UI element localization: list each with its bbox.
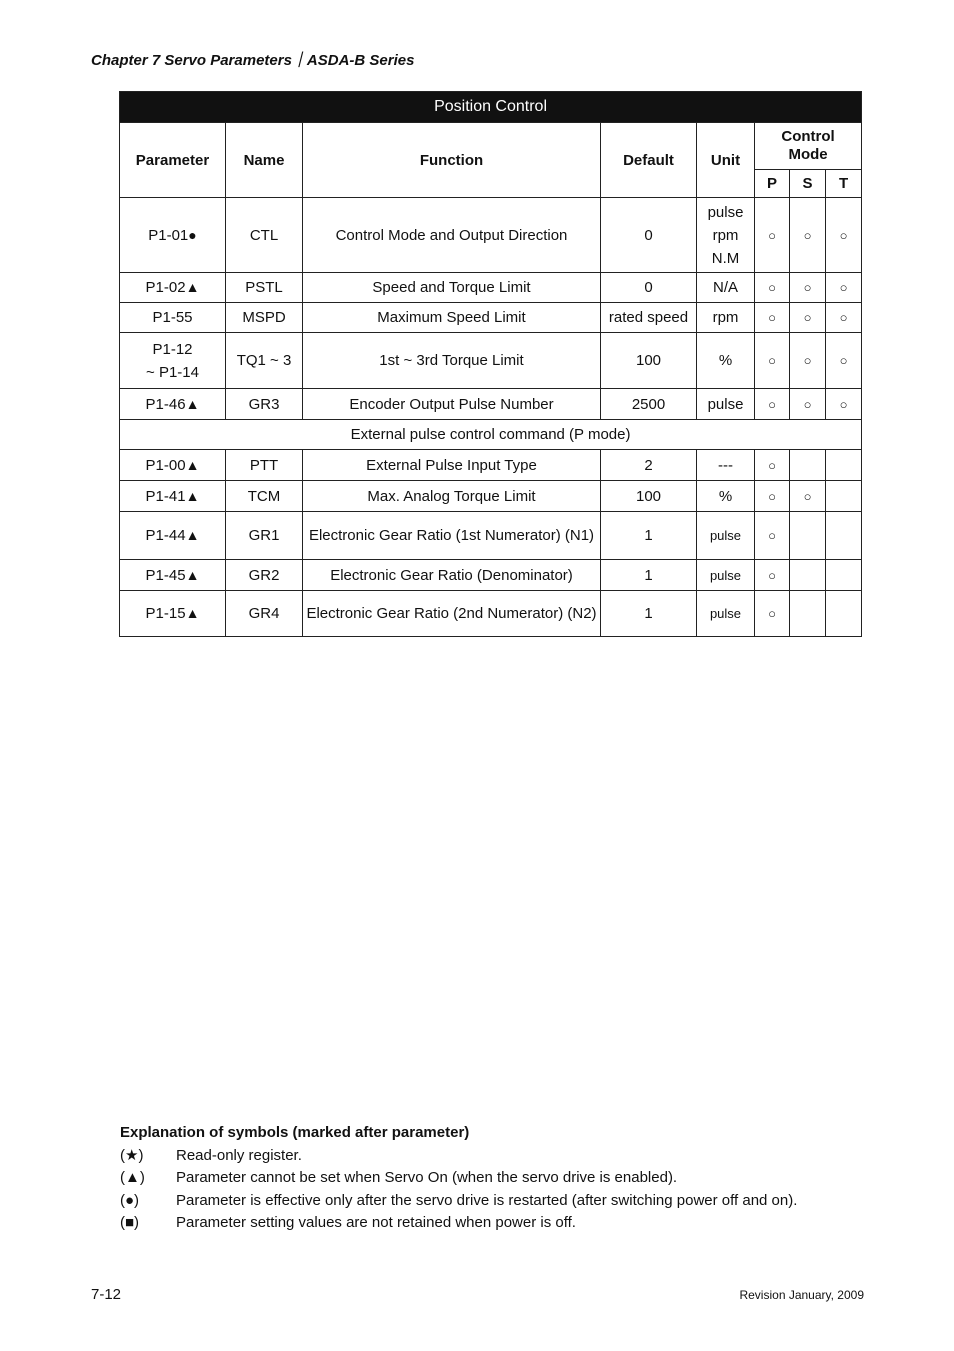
cell-param <box>120 273 226 303</box>
header-s: S <box>790 170 826 198</box>
param-code: P1-46 <box>145 395 186 413</box>
cell-mode-s <box>790 512 826 560</box>
table-row <box>120 303 862 333</box>
cell-param <box>120 560 226 591</box>
unit-line: rpm <box>712 226 739 244</box>
section-title: External pulse control command (P mode) <box>120 420 862 450</box>
cell-mode-t <box>826 450 862 481</box>
cell-function: Electronic Gear Ratio (2nd Numerator) (N2) <box>303 591 601 637</box>
triangle-symbol-icon: ▲ <box>185 527 200 543</box>
cell-default: rated speed <box>601 303 697 333</box>
cell-function: Control Mode and Output Direction <box>303 198 601 273</box>
cell-function: Encoder Output Pulse Number <box>303 389 601 420</box>
cell-mode-s: ○ <box>790 333 826 389</box>
cell-mode-s <box>790 450 826 481</box>
cell-mode-p: ○ <box>755 560 790 591</box>
square-icon: (■) <box>120 1214 140 1232</box>
cell-mode-s <box>790 591 826 637</box>
cell-unit: pulse <box>697 389 755 420</box>
cell-param <box>120 333 226 389</box>
cell-mode-p: ○ <box>755 273 790 303</box>
cell-mode-s: ○ <box>790 481 826 512</box>
cell-name: CTL <box>226 198 303 273</box>
table-row <box>120 450 862 481</box>
cell-mode-p: ○ <box>755 591 790 637</box>
table-row <box>120 560 862 591</box>
cell-mode-t: ○ <box>826 273 862 303</box>
circle-icon: (●) <box>120 1191 140 1209</box>
header-control-mode-line2: Mode <box>788 146 828 163</box>
cell-unit: pulse <box>697 591 755 637</box>
cell-param <box>120 512 226 560</box>
cell-default: 1 <box>601 512 697 560</box>
cell-mode-p: ○ <box>755 198 790 273</box>
cell-param <box>120 389 226 420</box>
cell-function: Max. Analog Torque Limit <box>303 481 601 512</box>
cell-mode-p: ○ <box>755 512 790 560</box>
cell-mode-t: ○ <box>826 303 862 333</box>
cell-unit: pulse <box>697 560 755 591</box>
cell-mode-t <box>826 512 862 560</box>
param-code: P1-12 <box>152 340 193 358</box>
header-control-mode-line1: Control <box>781 128 835 145</box>
cell-mode-p: ○ <box>755 389 790 420</box>
cell-function: Electronic Gear Ratio (Denominator) <box>303 560 601 591</box>
param-code: P1-00 <box>145 456 186 474</box>
table-row <box>120 198 862 273</box>
cell-mode-s: ○ <box>790 198 826 273</box>
cell-mode-s: ○ <box>790 389 826 420</box>
cell-mode-t: ○ <box>826 198 862 273</box>
cell-mode-p: ○ <box>755 450 790 481</box>
cell-default: 100 <box>601 333 697 389</box>
cell-name: GR1 <box>226 512 303 560</box>
legend-item <box>120 1144 797 1167</box>
legend-text: Read-only register. <box>176 1146 302 1164</box>
param-code: P1-44 <box>145 527 186 544</box>
header-p: P <box>755 170 790 198</box>
cell-mode-t <box>826 481 862 512</box>
legend-item <box>120 1167 797 1190</box>
cell-mode-t: ○ <box>826 389 862 420</box>
legend-title: Explanation of symbols (marked after parameter) <box>120 1124 470 1141</box>
cell-unit: pulse <box>697 512 755 560</box>
header-function: Function <box>303 123 601 198</box>
cell-function: 1st ~ 3rd Torque Limit <box>303 333 601 389</box>
cell-unit: % <box>697 481 755 512</box>
cell-mode-s: ○ <box>790 303 826 333</box>
header-name: Name <box>226 123 303 198</box>
cell-param <box>120 450 226 481</box>
page-header: Chapter 7 Servo Parameters｜ASDA-B Series <box>91 52 415 69</box>
cell-mode-s: ○ <box>790 273 826 303</box>
table-row <box>120 481 862 512</box>
symbol-legend <box>120 1124 797 1234</box>
table-row <box>120 591 862 637</box>
cell-name: PTT <box>226 450 303 481</box>
triangle-symbol-icon: ▲ <box>185 566 200 583</box>
cell-default: 0 <box>601 198 697 273</box>
header-parameter: Parameter <box>120 123 226 198</box>
cell-default: 1 <box>601 591 697 637</box>
triangle-symbol-icon: ▲ <box>185 487 200 504</box>
cell-unit <box>697 198 755 273</box>
header-control-mode <box>755 123 862 170</box>
cell-function: Maximum Speed Limit <box>303 303 601 333</box>
param-code: P1-15 <box>145 605 186 622</box>
cell-name: TCM <box>226 481 303 512</box>
param-code: P1-45 <box>145 566 186 584</box>
table-row <box>120 273 862 303</box>
cell-mode-p: ○ <box>755 333 790 389</box>
triangle-symbol-icon: ▲ <box>185 279 200 295</box>
cell-unit: rpm <box>697 303 755 333</box>
legend-item <box>120 1212 797 1235</box>
param-code: P1-41 <box>145 487 186 505</box>
section-row <box>120 420 862 450</box>
param-code: ~ P1-14 <box>146 363 199 381</box>
header-default: Default <box>601 123 697 198</box>
header-unit: Unit <box>697 123 755 198</box>
triangle-symbol-icon: ▲ <box>185 605 200 621</box>
legend-text: Parameter is effective only after the servo drive is restarted (after switching power off and on). <box>176 1191 798 1209</box>
cell-param <box>120 303 226 333</box>
page-number: 7-12 <box>91 1286 122 1303</box>
table-title: Position Control <box>120 92 862 123</box>
cell-name: GR3 <box>226 389 303 420</box>
cell-param <box>120 481 226 512</box>
table-row <box>120 389 862 420</box>
param-code: P1-01 <box>148 226 189 244</box>
cell-name: PSTL <box>226 273 303 303</box>
legend-text: Parameter setting values are not retained when power is off. <box>176 1214 576 1232</box>
cell-name: MSPD <box>226 303 303 333</box>
triangle-icon: (▲) <box>120 1169 145 1187</box>
revision-date: Revision January, 2009 <box>739 1288 864 1302</box>
unit-line: N.M <box>711 249 740 267</box>
cell-mode-t <box>826 591 862 637</box>
cell-unit: % <box>697 333 755 389</box>
cell-unit: N/A <box>697 273 755 303</box>
param-code: P1-02 <box>145 279 186 296</box>
cell-default: 0 <box>601 273 697 303</box>
triangle-symbol-icon: ▲ <box>185 456 200 473</box>
star-icon: (★) <box>120 1147 144 1165</box>
cell-unit: --- <box>697 450 755 481</box>
cell-default: 100 <box>601 481 697 512</box>
cell-default: 1 <box>601 560 697 591</box>
header-t: T <box>826 170 862 198</box>
table-row <box>120 333 862 389</box>
triangle-symbol-icon: ▲ <box>185 395 200 412</box>
cell-function: Electronic Gear Ratio (1st Numerator) (N1) <box>303 512 601 560</box>
parameter-table <box>119 91 862 637</box>
cell-default: 2 <box>601 450 697 481</box>
table-row <box>120 512 862 560</box>
legend-item <box>120 1189 797 1212</box>
cell-name: TQ1 ~ 3 <box>226 333 303 389</box>
cell-mode-p: ○ <box>755 481 790 512</box>
cell-default: 2500 <box>601 389 697 420</box>
cell-function: External Pulse Input Type <box>303 450 601 481</box>
cell-mode-t <box>826 560 862 591</box>
cell-name: GR2 <box>226 560 303 591</box>
cell-name: GR4 <box>226 591 303 637</box>
param-code: P1-55 <box>152 309 193 326</box>
cell-mode-p: ○ <box>755 303 790 333</box>
unit-line: pulse <box>707 203 744 221</box>
cell-param <box>120 198 226 273</box>
cell-mode-t: ○ <box>826 333 862 389</box>
circle-symbol-icon: ● <box>188 226 197 243</box>
cell-mode-s <box>790 560 826 591</box>
cell-param <box>120 591 226 637</box>
cell-function: Speed and Torque Limit <box>303 273 601 303</box>
legend-text: Parameter cannot be set when Servo On (when the servo drive is enabled). <box>176 1169 678 1187</box>
